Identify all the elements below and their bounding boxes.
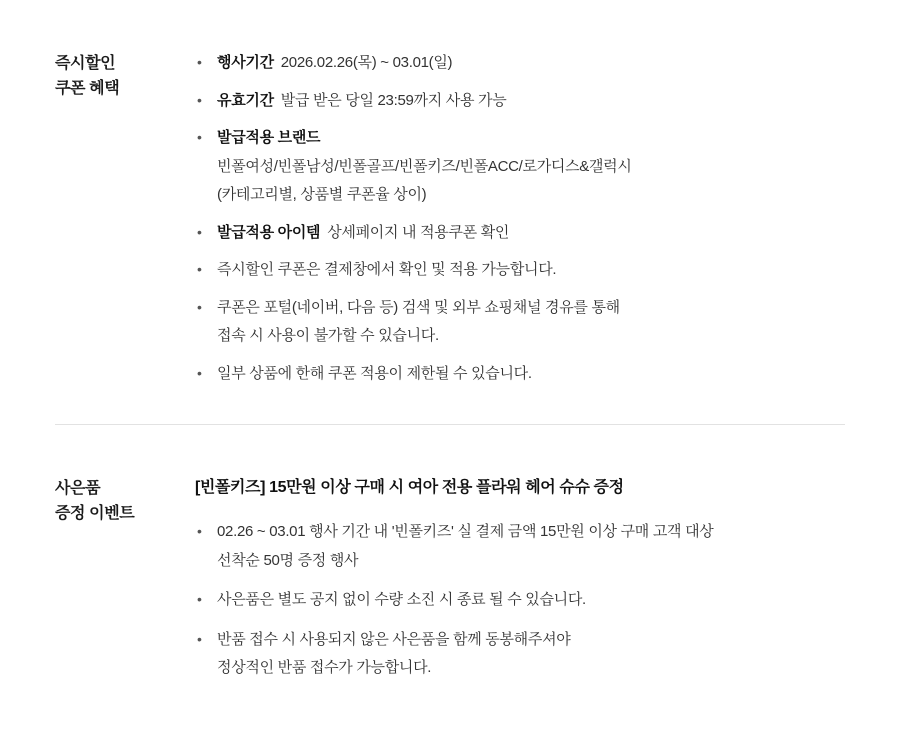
coupon-item-text: 즉시할인 쿠폰은 결제창에서 확인 및 적용 가능합니다. (217, 261, 557, 278)
coupon-item-text: 일부 상품에 한해 쿠폰 적용이 제한될 수 있습니다. (217, 364, 532, 382)
list-item (195, 297, 860, 348)
coupon-item-label: 발급적용 브랜드 (217, 129, 321, 146)
gift-item-text-cont: 선착순 50명 증정 행사 (217, 551, 359, 569)
list-item (195, 90, 860, 113)
list-item (195, 629, 860, 680)
list-item (195, 127, 860, 207)
coupon-item-text: 쿠폰은 포털(네이버, 다음 등) 검색 및 외부 쇼핑채널 경유를 통해 (217, 298, 620, 316)
gift-section-title-line-1: 사은품 (55, 480, 101, 497)
gift-bullet-list (195, 521, 860, 680)
gift-event-section (0, 425, 900, 697)
gift-item-text: 02.26 ~ 03.01 행사 기간 내 '빈폴키즈' 실 결제 금액 15만원 이상 구매 고객 대상 (217, 523, 714, 541)
coupon-item-text: 발급 받은 당일 23:59까지 사용 가능 (280, 91, 507, 109)
gift-item-text: 사은품은 별도 공지 없이 수량 소진 시 종료 될 수 있습니다. (217, 591, 586, 609)
list-item (195, 222, 860, 245)
coupon-item-label: 행사기간 (217, 54, 274, 71)
gift-section-title (0, 477, 195, 527)
coupon-section-title (0, 52, 195, 102)
coupon-item-brands: 빈폴여성/빈폴남성/빈폴골프/빈폴키즈/빈폴ACC/로가디스&갤럭시 (217, 157, 632, 175)
gift-section-title-line-2: 증정 이벤트 (55, 504, 135, 522)
coupon-section-body (195, 52, 900, 400)
coupon-section-title-line-1: 즉시할인 (55, 55, 116, 72)
gift-item-text: 반품 접수 시 사용되지 않은 사은품을 함께 동봉해주셔야 (217, 630, 571, 648)
list-item (195, 589, 860, 612)
list-item (195, 521, 860, 572)
coupon-item-label: 유효기간 (217, 91, 274, 109)
coupon-item-label: 발급적용 아이템 (217, 223, 321, 241)
coupon-section-title-line-2: 쿠폰 혜택 (55, 79, 120, 97)
coupon-item-text: 2026.02.26(목) ~ 03.01(일) (280, 54, 453, 71)
coupon-item-text: 상세페이지 내 적용쿠폰 확인 (327, 223, 510, 241)
gift-item-text-cont: 정상적인 반품 접수가 가능합니다. (217, 659, 432, 677)
list-item (195, 259, 860, 282)
coupon-item-text-cont: 접속 시 사용이 불가할 수 있습니다. (217, 327, 439, 344)
gift-event-heading: [빈폴키즈] 15만원 이상 구매 시 여아 전용 플라워 헤어 슈슈 증정 (195, 479, 624, 496)
list-item (195, 363, 860, 386)
coupon-item-brands-note: (카테고리별, 상품별 쿠폰율 상이) (217, 186, 427, 203)
list-item (195, 52, 860, 75)
gift-section-body (195, 477, 900, 697)
coupon-bullet-list (195, 52, 860, 385)
